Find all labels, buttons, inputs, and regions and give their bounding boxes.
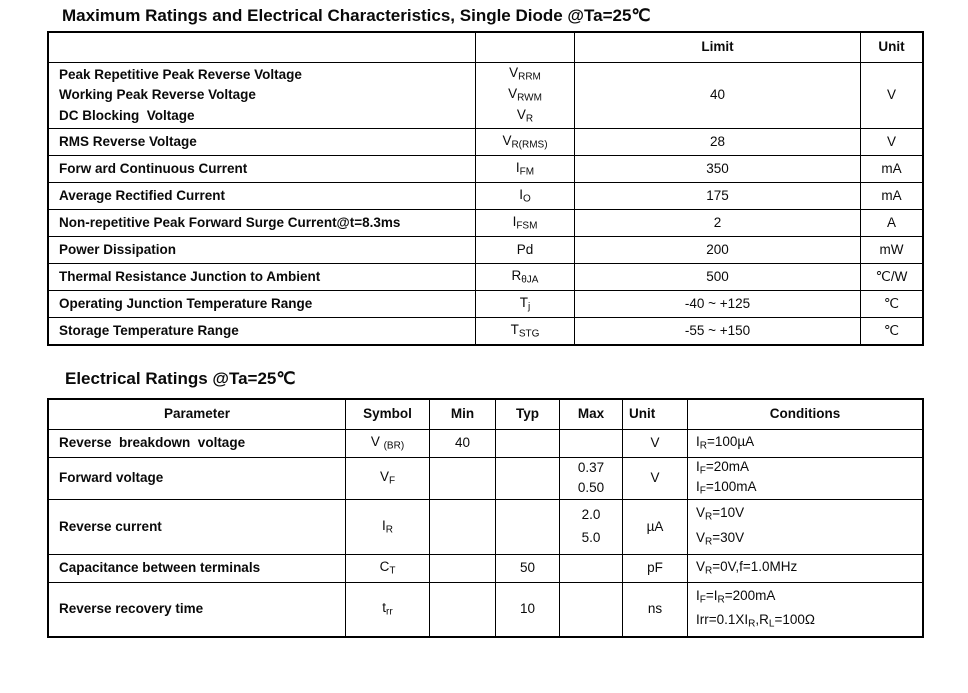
symbol-cell <box>475 62 574 128</box>
symbol-text: =200mA <box>724 588 776 603</box>
t2-header-conditions: Conditions <box>687 400 922 429</box>
cell-line <box>476 214 574 233</box>
symbol-cell <box>475 128 574 155</box>
symbol-text: Pd <box>516 241 534 257</box>
cell-line: Reverse breakdown voltage <box>59 435 246 451</box>
parameter-cell <box>49 429 345 457</box>
typ-cell: 50 <box>495 554 559 582</box>
conditions-cell <box>687 499 922 554</box>
cell-line <box>696 505 922 524</box>
limit-cell: 28 <box>574 128 860 155</box>
cell-line: 5.0 <box>581 530 601 546</box>
cell-line <box>346 559 429 578</box>
parameter-cell <box>49 128 475 155</box>
symbol-text: V <box>508 86 518 101</box>
cell-line <box>346 600 429 619</box>
symbol-text: V <box>696 529 706 545</box>
t1-header-unit: Unit <box>860 33 922 62</box>
conditions-cell <box>687 457 922 499</box>
t2-header-typ: Typ <box>495 400 559 429</box>
symbol-text: =I <box>705 588 718 603</box>
limit-cell: -55 ~ +150 <box>574 317 860 344</box>
symbol-text: =100Ω <box>774 612 815 627</box>
max-ratings-table <box>47 31 924 346</box>
cell-line <box>476 187 574 206</box>
unit-cell: ℃ <box>860 290 922 317</box>
symbol-cell <box>475 209 574 236</box>
limit-cell: 2 <box>574 209 860 236</box>
t2-header-unit: Unit <box>622 400 687 429</box>
parameter-cell <box>49 317 475 344</box>
conditions-cell <box>687 582 922 636</box>
symbol-cell <box>475 182 574 209</box>
min-cell: 40 <box>429 429 495 457</box>
unit-cell: ℃/W <box>860 263 922 290</box>
cell-line: Working Peak Reverse Voltage <box>59 87 256 103</box>
cell-line: Capacitance between terminals <box>59 560 261 576</box>
parameter-cell <box>49 209 475 236</box>
min-cell <box>429 554 495 582</box>
symbol-cell <box>475 290 574 317</box>
max-cell <box>559 429 622 457</box>
symbol-text: =100µA <box>707 434 755 449</box>
conditions-cell <box>687 429 922 457</box>
symbol-text: I <box>512 213 517 229</box>
subscript-text: F <box>388 475 396 487</box>
unit-cell: mA <box>860 155 922 182</box>
cell-line: 0.50 <box>577 479 605 495</box>
symbol-cell <box>345 429 429 457</box>
subscript-text: F <box>699 485 706 497</box>
max-ratings-title: Maximum Ratings and Electrical Characteristics, Single Diode @Ta=25℃ <box>62 6 651 25</box>
subscript-text: FM <box>519 166 535 177</box>
symbol-text: V <box>696 505 706 521</box>
t2-header-min: Min <box>429 400 495 429</box>
subscript-text: R <box>525 113 534 125</box>
subscript-text: STG <box>518 328 540 339</box>
cell-line: Thermal Resistance Junction to Ambient <box>59 268 321 284</box>
subscript-text: RRM <box>518 71 541 83</box>
cell-line: Reverse current <box>59 518 162 534</box>
symbol-text: I <box>382 517 386 533</box>
limit-cell: 40 <box>574 62 860 128</box>
symbol-cell <box>475 155 574 182</box>
symbol-cell <box>475 317 574 344</box>
unit-cell: mW <box>860 236 922 263</box>
unit-cell: ℃ <box>860 317 922 344</box>
cell-line: Non-repetitive Peak Forward Surge Current@t=8.3ms <box>59 214 401 230</box>
symbol-text: I <box>519 186 523 202</box>
t1-header-limit: Limit <box>574 33 860 62</box>
symbol-cell <box>475 263 574 290</box>
symbol-text: I <box>696 479 700 494</box>
symbol-text: I <box>696 434 700 449</box>
unit-cell: µA <box>622 499 687 554</box>
unit-cell: V <box>860 128 922 155</box>
cell-line <box>696 459 922 478</box>
subscript-text: θJA <box>521 274 539 285</box>
min-cell <box>429 457 495 499</box>
cell-line: Peak Repetitive Peak Reverse Voltage <box>59 66 302 82</box>
unit-cell: mA <box>860 182 922 209</box>
cell-line <box>696 559 922 578</box>
symbol-text: =10V <box>712 505 745 521</box>
subscript-text: T <box>389 565 396 577</box>
unit-cell: ns <box>622 582 687 636</box>
cell-line: Forw ard Continuous Current <box>59 160 248 176</box>
cell-line <box>696 612 922 631</box>
cell-line: Reverse recovery time <box>59 601 204 617</box>
cell-line: Average Rectified Current <box>59 187 226 203</box>
subscript-text: R(RMS) <box>511 139 548 150</box>
subscript-text: R <box>699 440 707 452</box>
cell-line <box>696 530 922 549</box>
subscript-text: R <box>748 618 756 630</box>
parameter-cell <box>49 290 475 317</box>
cell-line: RMS Reverse Voltage <box>59 133 197 149</box>
limit-cell: 350 <box>574 155 860 182</box>
symbol-text: V <box>379 469 389 484</box>
unit-cell: V <box>622 429 687 457</box>
symbol-text: ,R <box>755 612 769 627</box>
cell-line <box>346 518 429 537</box>
typ-cell <box>495 457 559 499</box>
max-cell <box>559 554 622 582</box>
symbol-text: R <box>511 267 522 283</box>
symbol-cell <box>475 236 574 263</box>
symbol-text: V <box>502 132 512 148</box>
electrical-ratings-table <box>47 398 924 638</box>
limit-cell: 175 <box>574 182 860 209</box>
subscript-text: F <box>699 465 706 477</box>
cell-line <box>346 469 429 488</box>
cell-line: Power Dissipation <box>59 241 177 257</box>
parameter-cell <box>49 499 345 554</box>
symbol-text: T <box>510 321 519 337</box>
symbol-text: I <box>515 159 520 175</box>
typ-cell <box>495 499 559 554</box>
t2-header-symbol: Symbol <box>345 400 429 429</box>
cell-line <box>476 268 574 287</box>
subscript-text: O <box>522 193 531 204</box>
unit-cell: pF <box>622 554 687 582</box>
t2-header-parameter: Parameter <box>163 406 231 422</box>
subscript-text: R <box>705 536 713 548</box>
max-cell <box>559 457 622 499</box>
t1-header-symbol-blank <box>475 33 574 62</box>
cell-line <box>476 86 574 105</box>
cell-line <box>476 160 574 179</box>
subscript-text: R <box>385 524 393 535</box>
parameter-cell <box>49 582 345 636</box>
cell-line <box>476 107 574 126</box>
subscript-text: rr <box>386 606 393 618</box>
cell-line: Forward voltage <box>59 470 164 486</box>
unit-cell: V <box>622 457 687 499</box>
symbol-text: =0V,f=1.0MHz <box>712 559 798 574</box>
cell-line <box>476 65 574 84</box>
subscript-text: L <box>768 618 775 630</box>
symbol-cell <box>345 457 429 499</box>
t2-header-max: Max <box>559 400 622 429</box>
cell-line: DC Blocking Voltage <box>59 107 195 123</box>
limit-cell: 500 <box>574 263 860 290</box>
max-cell <box>559 582 622 636</box>
parameter-cell <box>49 554 345 582</box>
symbol-text: C <box>379 559 390 574</box>
subscript-text: R <box>705 565 713 577</box>
parameter-cell <box>49 236 475 263</box>
parameter-cell <box>49 457 345 499</box>
unit-cell: V <box>860 62 922 128</box>
cell-line <box>696 434 922 453</box>
conditions-cell <box>687 554 922 582</box>
unit-cell: A <box>860 209 922 236</box>
symbol-text: V <box>509 65 519 80</box>
subscript-text: F <box>699 594 706 606</box>
symbol-text: =100mA <box>705 479 757 494</box>
min-cell <box>429 499 495 554</box>
subscript-text: R <box>717 594 725 606</box>
cell-line: Operating Junction Temperature Range <box>59 295 313 311</box>
symbol-text: =20mA <box>705 459 750 474</box>
parameter-cell <box>49 155 475 182</box>
symbol-text: Irr=0.1XI <box>696 612 749 627</box>
cell-line <box>476 295 574 314</box>
parameter-cell <box>49 263 475 290</box>
typ-cell <box>495 429 559 457</box>
symbol-text: V <box>516 107 526 122</box>
symbol-cell <box>345 554 429 582</box>
cell-line: Storage Temperature Range <box>59 322 239 338</box>
cell-line <box>696 588 922 607</box>
symbol-text: t <box>382 600 387 615</box>
symbol-text: =30V <box>712 529 745 545</box>
cell-line <box>476 242 574 259</box>
min-cell <box>429 582 495 636</box>
symbol-cell <box>345 499 429 554</box>
limit-cell: 200 <box>574 236 860 263</box>
subscript-text: R <box>705 511 713 523</box>
cell-line <box>476 133 574 152</box>
electrical-ratings-title: Electrical Ratings @Ta=25℃ <box>65 369 296 388</box>
cell-line: 2.0 <box>581 506 601 522</box>
subscript-text: j <box>528 301 531 312</box>
symbol-text: I <box>696 588 700 603</box>
cell-line <box>476 322 574 341</box>
symbol-cell <box>345 582 429 636</box>
limit-cell: -40 ~ +125 <box>574 290 860 317</box>
cell-line <box>696 479 922 498</box>
symbol-text: V <box>696 559 706 574</box>
symbol-text: T <box>519 294 528 310</box>
t1-header-parameter-blank <box>49 33 475 62</box>
parameter-cell <box>49 62 475 128</box>
parameter-cell <box>49 182 475 209</box>
subscript-text: RWM <box>517 92 542 104</box>
subscript-text: FSM <box>516 220 538 231</box>
typ-cell: 10 <box>495 582 559 636</box>
cell-line <box>346 434 429 453</box>
cell-line: 0.37 <box>577 460 605 476</box>
max-cell <box>559 499 622 554</box>
subscript-text: (BR) <box>383 440 405 452</box>
symbol-text: V <box>370 434 384 449</box>
symbol-text: I <box>696 459 700 474</box>
